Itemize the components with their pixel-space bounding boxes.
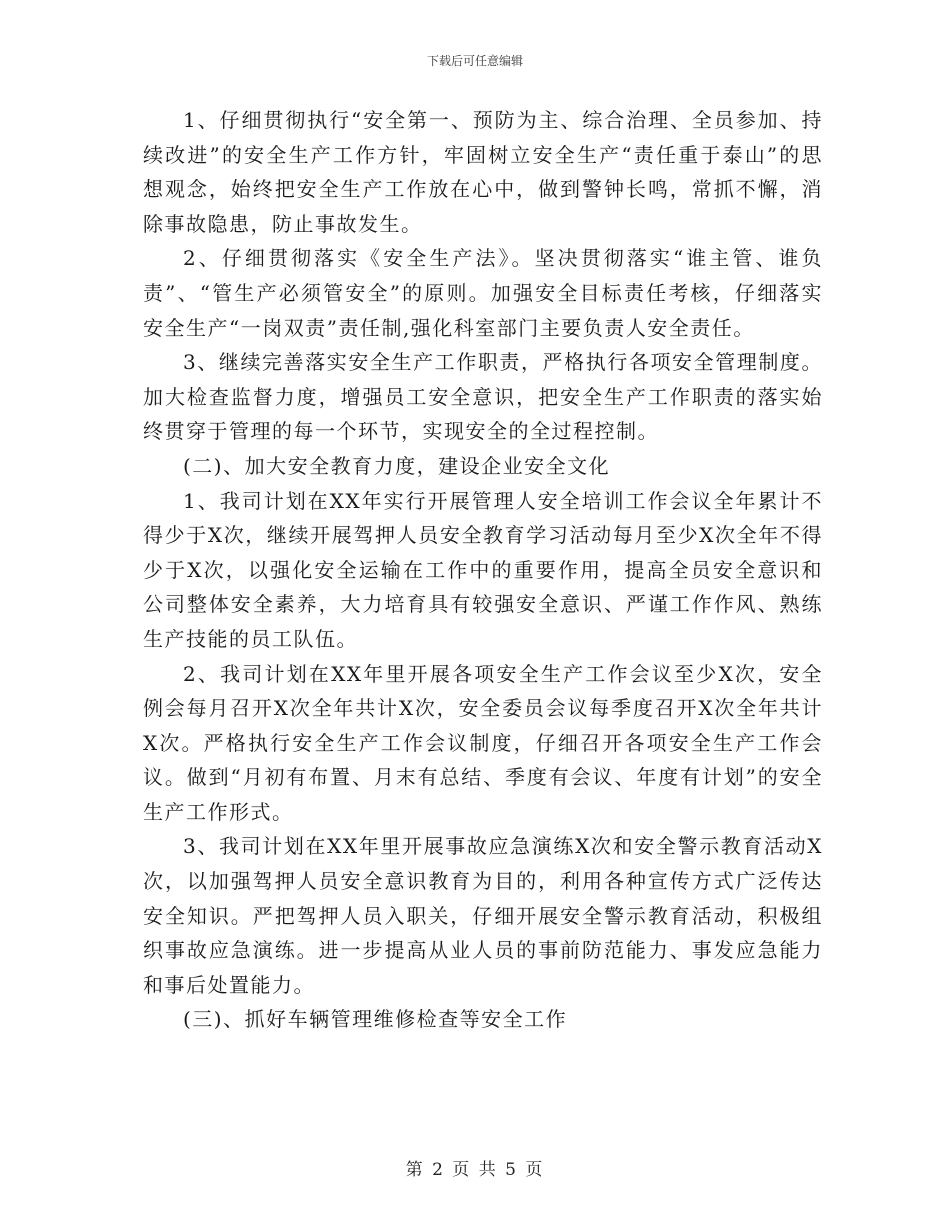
paragraph-3: 3、继续完善落实安全生产工作职责，严格执行各项安全管理制度。加大检查监督力度，增强员工安全意识，把安全生产工作职责的落实始终贯穿于管理的每一个环节，实现安全的全过程控制。 bbox=[143, 350, 823, 444]
section-heading-2: (二)、加大安全教育力度，建设企业安全文化 bbox=[183, 453, 611, 478]
document-body bbox=[143, 103, 823, 1037]
paragraph-2: 2、仔细贯彻落实《安全生产法》。坚决贯彻落实“谁主管、谁负责”、“管生产必须管安全”的原则。加强安全目标责任考核，仔细落实安全生产“一岗双责”责任制,强化科室部门主要负责人安全责任。 bbox=[143, 246, 823, 340]
page-header: 下载后可任意编辑 bbox=[426, 54, 523, 68]
paragraph-5: 2、我司计划在XX年里开展各项安全生产工作会议至少X次，安全例会每月召开X次全年共计X次，安全委员会议每季度召开X次全年共计X次。严格执行安全生产工作会议制度，仔细召开各项安全生产工作会议。做到“月初有布置、月末有总结、季度有会议、年度有计划”的安全生产工作形式。 bbox=[143, 661, 823, 824]
paragraph-1: 1、仔细贯彻执行“安全第一、预防为主、综合治理、全员参加、持续改进”的安全生产工作方针，牢固树立安全生产“责任重于泰山”的思想观念，始终把安全生产工作放在心中，做到警钟长鸣，常抓不懈，消除事故隐患，防止事故发生。 bbox=[143, 108, 823, 236]
paragraph-4: 1、我司计划在XX年实行开展管理人安全培训工作会议全年累计不得少于X次，继续开展驾押人员安全教育学习活动每月至少X次全年不得少于X次，以强化安全运输在工作中的重要作用，提高全员安全意识和公司整体安全素养，大力培育具有较强安全意识、严谨工作作风、熟练生产技能的员工队伍。 bbox=[143, 488, 823, 651]
page-number: 第 2 页 共 5 页 bbox=[405, 1160, 545, 1180]
paragraph-6: 3、我司计划在XX年里开展事故应急演练X次和安全警示教育活动X次，以加强驾押人员安全意识教育为目的，利用各种宣传方式广泛传达安全知识。严把驾押人员入职关，仔细开展安全警示教育活动，积极组织事故应急演练。进一步提高从业人员的事前防范能力、事发应急能力和事后处置能力。 bbox=[143, 834, 823, 997]
section-heading-3: (三)、抓好车辆管理维修检查等安全工作 bbox=[183, 1007, 568, 1032]
